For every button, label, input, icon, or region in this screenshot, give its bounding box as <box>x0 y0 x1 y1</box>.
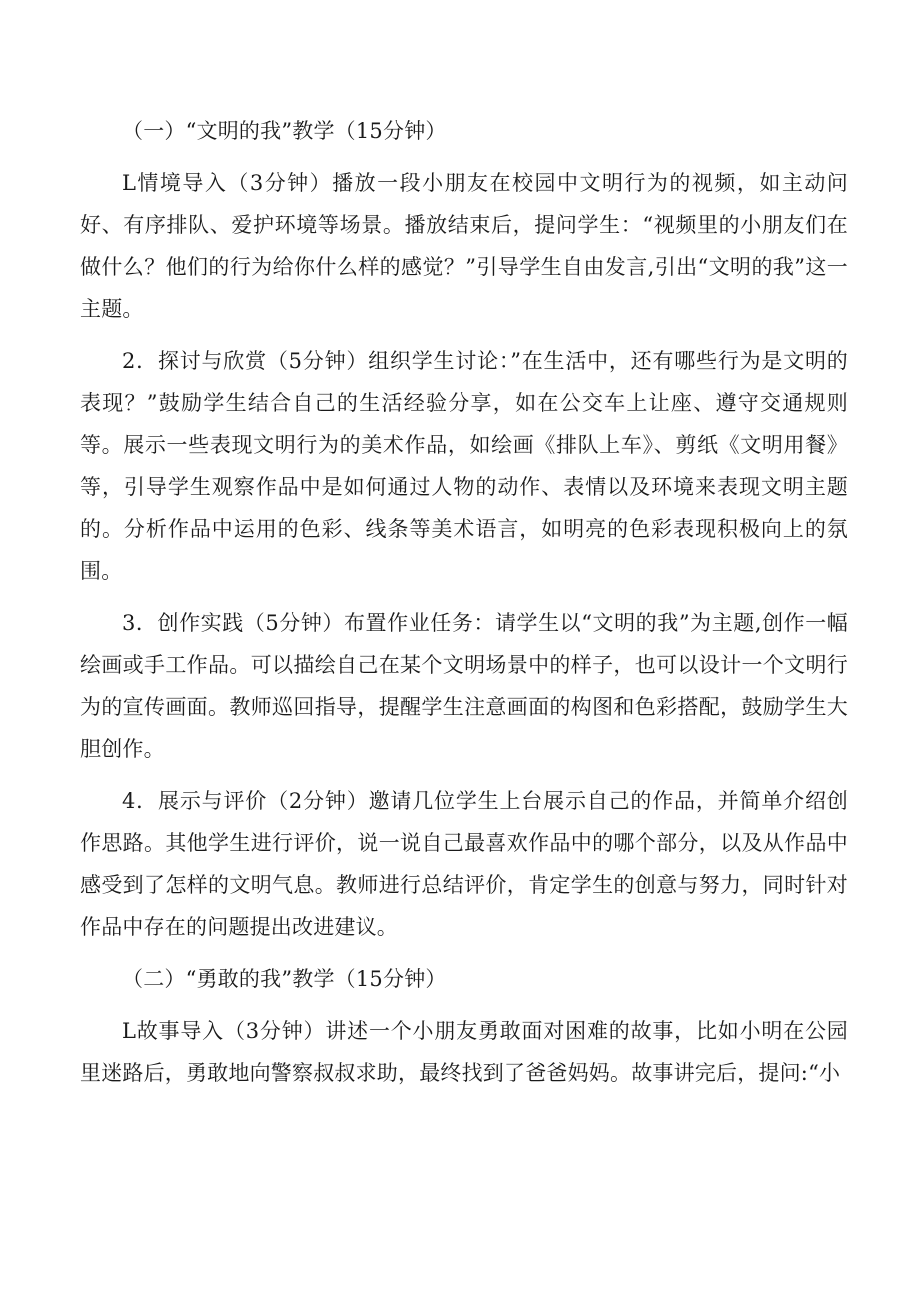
section-heading-2: （二）“勇敢的我”教学（15分钟） <box>122 967 447 991</box>
paragraph-1-3: 3．创作实践（5分钟）布置作业任务：请学生以“文明的我”为主题,创作一幅绘画或手工作品。可以描绘自己在某个文明场景中的样子，也可以设计一个文明行为的宣传画面。教师巡回指导，提醒学生注意画面的构图和色彩搭配，鼓励学生大胆创作。 <box>80 611 848 761</box>
paragraph-2-1: L故事导入（3分钟）讲述一个小朋友勇敢面对困难的故事，比如小明在公园里迷路后，勇敢地向警察叔叔求助，最终找到了爸爸妈妈。故事讲完后，提问:“小 <box>80 1019 848 1085</box>
paragraph-1-4: 4．展示与评价（2分钟）邀请几位学生上台展示自己的作品，并简单介绍创作思路。其他学生进行评价，说一说自己最喜欢作品中的哪个部分，以及从作品中感受到了怎样的文明气息。教师进行总结评价，肯定学生的创意与努力，同时针对作品中存在的问题提出改进建议。 <box>80 789 848 939</box>
paragraph-1-1: L情境导入（3分钟）播放一段小朋友在校园中文明行为的视频，如主动问好、有序排队、爱护环境等场景。播放结束后，提问学生：“视频里的小朋友们在做什么？他们的行为给你什么样的感觉？”引导学生自由发言,引出“文明的我”这一主题。 <box>80 171 848 321</box>
document-page <box>80 110 848 1094</box>
paragraph-1-2: 2．探讨与欣赏（5分钟）组织学生讨论：”在生活中，还有哪些行为是文明的表现？”鼓励学生结合自己的生活经验分享，如在公交车上让座、遵守交通规则等。展示一些表现文明行为的美术作品，如绘画《排队上车》、剪纸《文明用餐》等，引导学生观察作品中是如何通过人物的动作、表情以及环境来表现文明主题的。分析作品中运用的色彩、线条等美术语言，如明亮的色彩表现积极向上的氛围。 <box>80 349 848 583</box>
section-heading-1: （一）“文明的我”教学（15分钟） <box>122 119 447 143</box>
